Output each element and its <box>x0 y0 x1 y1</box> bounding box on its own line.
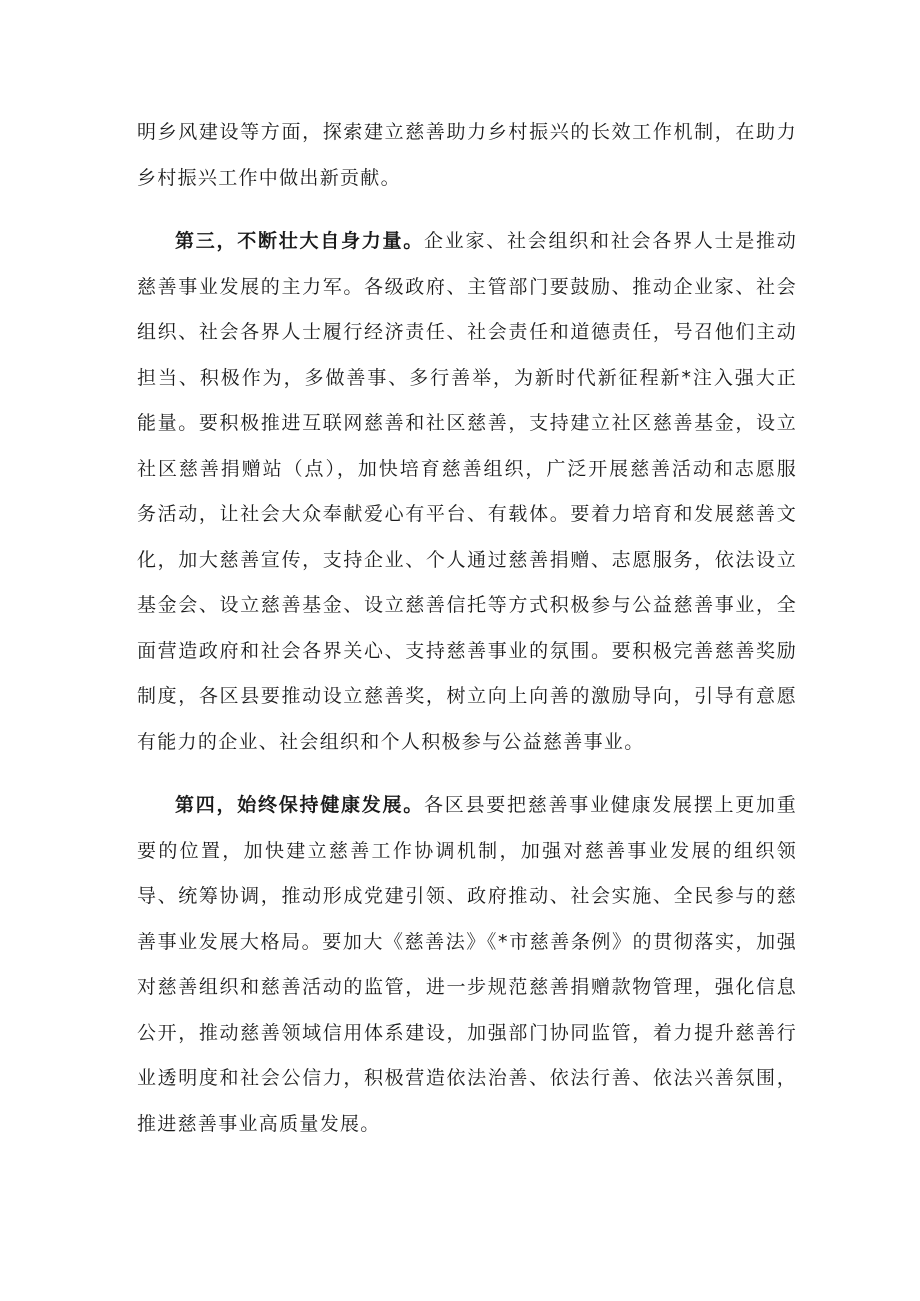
paragraph-text: 明乡风建设等方面，探索建立慈善助力乡村振兴的长效工作机制，在助力乡村振兴工作中做出新贡献。 <box>137 121 797 189</box>
paragraph-fourth-point <box>137 783 797 1147</box>
paragraph-text: 各区县要把慈善事业健康发展摆上更加重要的位置，加快建立慈善工作协调机制，加强对慈善事业发展的组织领导、统筹协调，推动形成党建引领、政府推动、社会实施、全民参与的慈善事业发展大格局。要加大《慈善法》《*市慈善条例》的贯彻落实，加强对慈善组织和慈善活动的监管，进一步规范慈善捐赠款物管理，强化信息公开，推动慈善领域信用体系建设，加强部门协同监管，着力提升慈善行业透明度和社会公信力，积极营造依法治善、依法行善、依法兴善氛围，推进慈善事业高质量发展。 <box>137 794 797 1135</box>
paragraph-continuation <box>137 110 797 201</box>
paragraph-heading: 第三，不断壮大自身力量。 <box>175 230 424 252</box>
paragraph-text: 企业家、社会组织和社会各界人士是推动慈善事业发展的主力军。各级政府、主管部门要鼓励、推动企业家、社会组织、社会各界人士履行经济责任、社会责任和道德责任，号召他们主动担当、积极作为，多做善事、多行善举，为新时代新征程新*注入强大正能量。要积极推进互联网慈善和社区慈善，支持建立社区慈善基金，设立社区慈善捐赠站（点），加快培育慈善组织，广泛开展慈善活动和志愿服务活动，让社会大众奉献爱心有平台、有载体。要着力培育和发展慈善文化，加大慈善宣传，支持企业、个人通过慈善捐赠、志愿服务，依法设立基金会、设立慈善基金、设立慈善信托等方式积极参与公益慈善事业，全面营造政府和社会各界关心、支持慈善事业的氛围。要积极完善慈善奖励制度，各区县要推动设立慈善奖，树立向上向善的激励导向，引导有意愿有能力的企业、社会组织和个人积极参与公益慈善事业。 <box>137 230 797 753</box>
document-page <box>137 110 797 1147</box>
paragraph-heading: 第四，始终保持健康发展。 <box>175 794 424 816</box>
paragraph-third-point <box>137 219 797 765</box>
